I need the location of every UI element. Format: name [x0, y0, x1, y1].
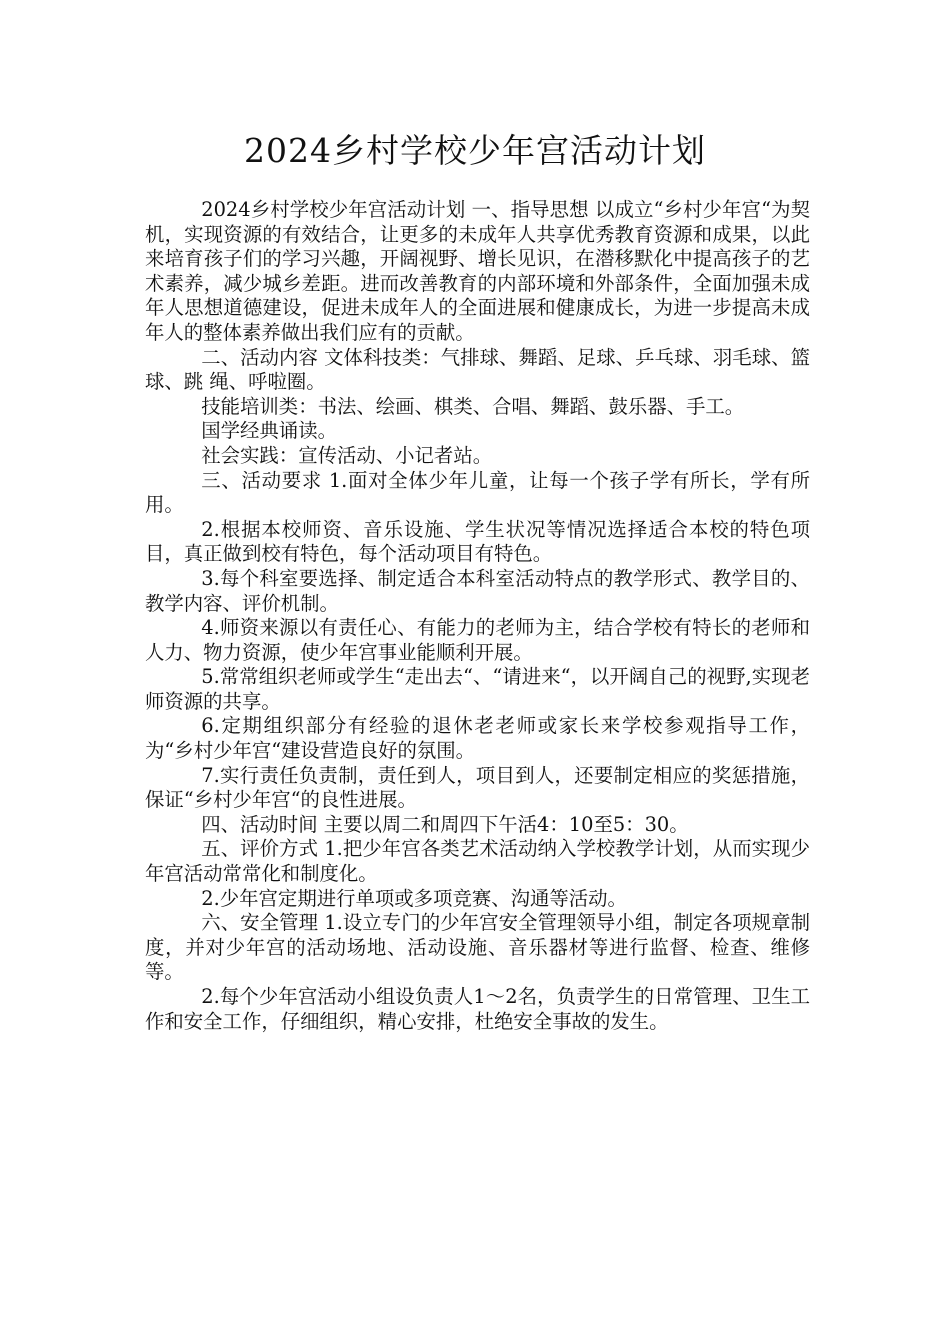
paragraph-requirement-7: 7.实行责任负责制，责任到人，项目到人，还要制定相应的奖惩措施，保证“乡村少年宫“的良性进展。: [145, 763, 810, 812]
paragraph-skill-training: 技能培训类：书法、绘画、棋类、合唱、舞蹈、鼓乐器、手工。: [201, 394, 745, 418]
paragraph-social-practice: 社会实践：宣传活动、小记者站。: [201, 443, 493, 467]
paragraph-classics-reading: 国学经典诵读。: [201, 419, 337, 443]
paragraph-safety-1: 六、安全管理 1.设立专门的少年宫安全管理领导小组，制定各项规章制度，并对少年宫的活动场地、活动设施、音乐器材等进行监督、检查、维修等。: [145, 911, 810, 984]
paragraph-safety-2: 2.每个少年宫活动小组设负责人1～2名，负责学生的日常管理、卫生工作和安全工作，仔细组织，精心安排，杜绝安全事故的发生。: [145, 985, 810, 1033]
paragraph-activity-time: 四、活动时间 主要以周二和周四下午活4：10至5：30。: [201, 812, 689, 836]
paragraph-requirement-3: 3.每个科室要选择、制定适合本科室活动特点的教学形式、教学目的、教学内容、评价机制。: [145, 566, 810, 615]
paragraph-requirement-2: 2.根据本校师资、音乐设施、学生状况等情况选择适合本校的特色项目，真正做到校有特色，每个活动项目有特色。: [145, 517, 810, 566]
paragraph-requirement-4: 4.师资来源以有责任心、有能力的老师为主，结合学校有特长的老师和人力、物力资源，使少年宫事业能顺利开展。: [145, 616, 810, 664]
paragraph-activity-content: 二、活动内容 文体科技类：气排球、舞蹈、足球、乒乓球、羽毛球、篮球、跳 绳、呼啦圈。: [145, 345, 810, 394]
document-body: [145, 198, 810, 1034]
document-title: 2024乡村学校少年宫活动计划: [244, 131, 706, 170]
paragraph-requirement-5: 5.常常组织老师或学生“走出去“、“请进来“，以开阔自己的视野,实现老师资源的共享。: [145, 665, 810, 713]
paragraph-requirement-1: 三、活动要求 1.面对全体少年儿童，让每一个孩子学有所长，学有所用。: [145, 468, 810, 517]
paragraph-guiding-ideology: 2024乡村学校少年宫活动计划 一、指导思想 以成立“乡村少年宫“为契机，实现资源的有效结合，让更多的未成年人共享优秀教育资源和成果，以此来培育孩子们的学习兴趣，开阔视野、增长见识，在潜移默化中提高孩子的艺术素养，减少城乡差距。进而改善教育的内部环境和外部条件，全面加强未成年人思想道德建设，促进未成年人的全面进展和健康成长，为进一步提高未成年人的整体素养做出我们应有的贡献。: [145, 198, 810, 344]
paragraph-evaluation-2: 2.少年宫定期进行单项或多项竞赛、沟通等活动。: [201, 886, 627, 910]
paragraph-evaluation-1: 五、评价方式 1.把少年宫各类艺术活动纳入学校教学计划，从而实现少年宫活动常常化和制度化。: [145, 837, 810, 886]
paragraph-requirement-6: 6.定期组织部分有经验的退休老老师或家长来学校参观指导工作，为“乡村少年宫“建设营造良好的氛围。: [145, 714, 810, 763]
